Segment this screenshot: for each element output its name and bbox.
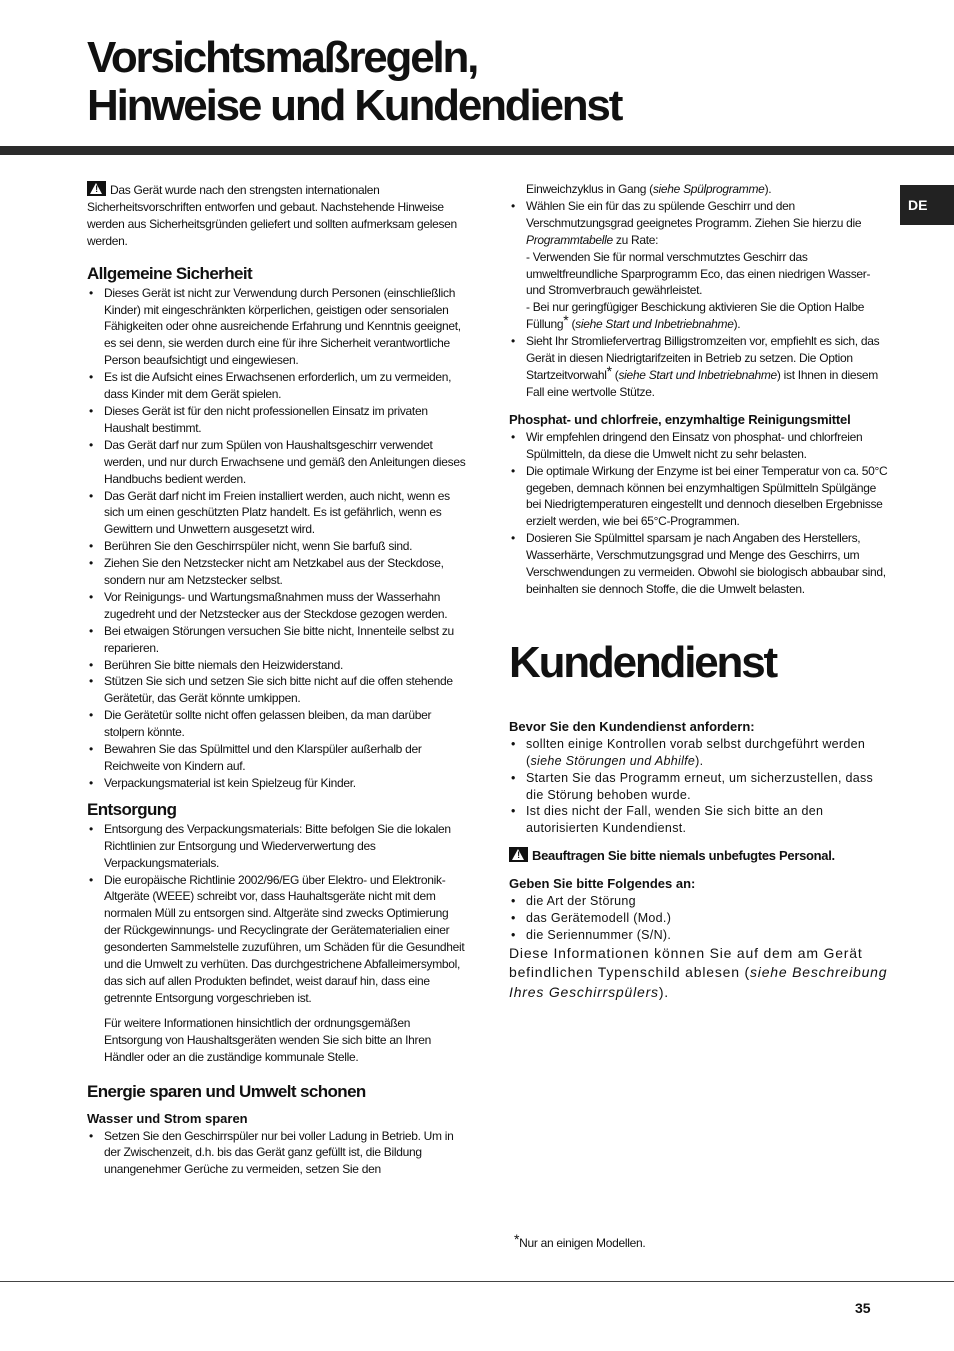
item-text: ). [695,753,704,768]
xref-link: siehe Start und Inbetriebnahme [618,367,777,382]
title-line-1: Vorsichtsmaßregeln, [87,33,478,82]
list-item: • Entsorgung des Verpackungsmaterials: Bitte befolgen Sie die lokalen Richtlinien zur Entsorgung und Wiederverwertung des Verpackungsmaterials. [87,821,467,872]
xref-link: siehe Störungen und Abhilfe [530,753,696,768]
list-item: • Berühren Sie bitte niemals den Heizwiderstand. [87,657,467,674]
right-column [509,181,889,1002]
asterisk: * [514,1231,520,1247]
phosphate-list [509,429,889,598]
before-service-heading: Bevor Sie den Kundendienst anfordern: [509,718,755,734]
disposal-extra-text: Für weitere Informationen hinsichtlich der ordnungsgemäßen Entsorgung von Haushaltsgeräten wenden Sie sich bitte an Ihren Händler oder an die zuständige kommunale Stelle. [104,1015,431,1064]
cont-text: Einweichzyklus in Gang ( [526,182,653,196]
list-item: • Verpackungsmaterial ist kein Spielzeug für Kinder. [87,775,467,792]
phosphate-heading: Phosphat- und chlorfreie, enzymhaltige Reinigungsmittel [509,411,851,427]
energy-heading: Energie sparen und Umwelt schonen [87,1081,366,1101]
list-item: • Berühren Sie den Geschirrspüler nicht, wenn Sie barfuß sind. [87,538,467,555]
page-number: 35 [855,1300,871,1316]
list-item: • Es ist die Aufsicht eines Erwachsenen erforderlich, um zu vermeiden, dass Kinder mit dem Gerät spielen. [87,369,467,403]
item-text: ) ist Ihnen in diesem Fall eine wertvolle Stütze. [526,367,879,399]
xref-link: siehe Beschreibung Ihres Geschirrspülers [509,964,888,1000]
asterisk: * [606,362,612,379]
list-item: • Bei etwaigen Störungen versuchen Sie bitte nicht, Innenteile selbst zu reparieren. [87,623,467,657]
bottom-divider [0,1281,954,1282]
list-item: • Stützen Sie sich und setzen Sie sich bitte nicht auf die offen stehende Gerätetür, das Gerät könnte umkippen. [87,673,467,707]
disposal-list [87,821,467,1007]
info-text: Diese Informationen können Sie auf dem am Gerät befindlichen Typenschild ablesen ( [509,944,863,981]
list-item: • Die europäische Richtlinie 2002/96/EG über Elektro- und Elektronik-Altgeräte (WEEE) schreibt vor, dass Hauhaltsgeräte nicht mit dem normalen Müll zu entsorgen sind. Altgeräte sind zwecks Optimierung der Rückgewinnungs- und Recyclingrate der Gerätematerialien einer gesonderten Sammelstelle zuzuführen, um Schäden für die Gesundheit und die Umwelt zu verhüten. Das durchgestrichene Abfalleimersymbol, das sich auf allen Produkten befindet, weist darauf hin, dass eine getrennte Entsorgung vorgeschrieben ist. [87,872,467,1007]
title-line-2: Hinweise und Kundendienst [87,81,622,130]
list-item: • Dieses Gerät ist nicht zur Verwendung durch Personen (einschließlich Kinder) mit eingeschränkten körperlichen, geistigen oder sensorialen Fähigkeiten oder ohne ausreichende Erfahrung und Kenntnis geeignet, es sei denn, sie werden durch eine für ihre Sicherheit verantwortliche Person beaufsichtigt und eingewiesen. [87,285,467,370]
language-tab: DE [900,185,954,225]
list-item: • Vor Reinigungs- und Wartungsmaßnahmen muss der Wasserhahn zugedreht und der Netzstecker aus der Steckdose gezogen werden. [87,589,467,623]
list-item: • Sieht Ihr Stromliefervertrag Billigstromzeiten vor, empfiehlt es sich, das Gerät in diesen Niedrigtarifzeiten in Betrieb zu setzen. Die Option Startzeitvorwahl* (siehe Start und Inbetriebnahme) ist Ihnen in diesem Fall eine wertvolle Stütze. [509,333,889,401]
list-item: • Das Gerät darf nur zum Spülen von Haushaltsgeschirr verwendet werden, und nur durch Erwachsene und gemäß den Anleitungen dieses Handbuchs bedient werden. [87,437,467,488]
energy-list-part1 [87,1128,467,1179]
list-item: • Setzen Sie den Geschirrspüler nur bei voller Ladung in Betrieb. Um in der Zwischenzeit, d.h. bis das Gerät ganz gefüllt ist, die Bildung unangenehmer Gerüche zu vermeiden, setzen Sie den [87,1128,467,1179]
footnote [514,1231,646,1250]
xref-link: siehe Start und Inbetriebnahme [575,317,734,332]
xref-link: Programmtabelle [526,232,613,247]
footnote-text: Nur an einigen Modellen. [519,1236,646,1250]
item-text: sollten einige Kontrollen vorab selbst durchgeführt werden ( [526,736,866,768]
list-item: • Bewahren Sie das Spülmittel und den Klarspüler außerhalb der Reichweite von Kindern auf. [87,741,467,775]
give-info-heading: Geben Sie bitte Folgendes an: [509,876,696,892]
list-item: • Ziehen Sie den Netzstecker nicht am Netzkabel aus der Steckdose, sondern nur am Netzstecker selbst. [87,555,467,589]
energy-item1-continuation [509,181,889,198]
page-title [87,34,621,130]
list-item: • Dieses Gerät ist für den nicht professionellen Einsatz im privaten Haushalt bestimmt. [87,403,467,437]
list-item: • Die optimale Wirkung der Enzyme ist bei einer Temperatur von ca. 50°C gegeben, demnach können bei enzymhaltigen Spülmitteln Spülgänge bei Niedrigtemperaturen eingestellt und dennoch dieselben Ergebnisse erzielt werden, wie bei 65°C-Programmen. [509,463,889,531]
before-service-list [509,736,889,837]
list-item: • Das Gerät darf nicht im Freien installiert werden, auch nicht, wenn es sich um einen geschützten Platz handelt. Es ist gefährlich, wenn es Gewittern und Unwettern ausgesetzt wird. [87,488,467,539]
left-column [87,181,467,1178]
list-item: • Wählen Sie ein für das zu spülende Geschirr und den Verschmutzungsgrad geeignetes Programm. Ziehen Sie hierzu die Programmtabelle zu Rate: - Verwenden Sie für normal verschmutztes Geschirr das umweltfreundliche Sparprogramm Eco, das einen niedrigen Wasser- und Stromverbrauch gewährleistet. - Bei nur geringfügiger Beschickung aktivieren Sie die Option Halbe Füllung* (siehe Start und Inbetriebnahme). [509,198,889,333]
water-power-subheading: Wasser und Strom sparen [87,1110,248,1126]
intro-paragraph [87,181,467,250]
warning-icon [509,847,528,862]
list-item [509,736,889,770]
info-paragraph [509,944,889,1003]
warning-text: Beauftragen Sie bitte niemals unbefugtes Personal. [532,848,835,864]
list-item: • Die Gerätetür sollte nicht offen gelassen bleiben, da man darüber stolpern könnte. [87,707,467,741]
list-item: • Ist dies nicht der Fall, wenden Sie sich bitte an den autorisierten Kundendienst. [509,803,889,837]
item-text: Sieht Ihr Stromliefervertrag Billigstromzeiten vor, empfiehlt es sich, das Gerät in diesen Niedrigtarifzeiten in Betrieb zu setzen. Die Option Startzeitvorwahl [526,334,880,382]
list-item: • Dosieren Sie Spülmittel sparsam je nach Angaben des Herstellers, Wasserhärte, Verschmutzungsgrad und Menge des Geschirrs, um Verschwendungen zu vermeiden. Obwohl sie biologisch abbaubar sind, beinhalten sie dennoch Stoffe, die die Umwelt belasten. [509,530,889,598]
top-divider-bar [0,146,954,155]
service-warning [509,847,889,865]
info-text: ). [658,983,669,1000]
item-text: - Verwenden Sie für normal verschmutztes Geschirr das umweltfreundliche Sparprogramm Eco, das einen niedrigen Wasser- und Stromverbrauch gewährleistet. [526,249,871,298]
xref-link: siehe Spülprogramme [652,182,765,196]
list-item: • Starten Sie das Programm erneut, um sicherzustellen, dass die Störung behoben wurde. [509,770,889,804]
list-item: • Wir empfehlen dringend den Einsatz von phosphat- und chlorfreien Spülmitteln, da diese die Umwelt nicht zu sehr belasten. [509,429,889,463]
general-safety-list [87,285,467,792]
item-text: zu Rate: [612,232,659,247]
warning-icon [87,181,106,196]
service-title: Kundendienst [509,637,776,687]
list-item: • die Seriennummer (S/N). [509,927,889,944]
general-safety-heading: Allgemeine Sicherheit [87,263,253,283]
energy-list-part2 [509,198,889,401]
give-info-list [509,893,889,944]
list-item: • das Gerätemodell (Mod.) [509,910,889,927]
cont-text: ). [764,182,772,196]
item-text: - Bei nur geringfügiger Beschickung aktivieren Sie die Option Halbe Füllung [526,300,865,332]
disposal-heading: Entsorgung [87,799,177,819]
list-item: • die Art der Störung [509,893,889,910]
intro-text: Das Gerät wurde nach den strengsten internationalen Sicherheitsvorschriften entworfen und gebaut. Nachstehende Hinweise werden aus Sicherheitsgründen geliefert und sollten aufmerksam gelesen werden. [87,183,457,248]
item-text: Wählen Sie ein für das zu spülende Geschirr und den Verschmutzungsgrad geeignetes Programm. Ziehen Sie hierzu die [526,198,862,230]
asterisk: * [563,312,569,329]
